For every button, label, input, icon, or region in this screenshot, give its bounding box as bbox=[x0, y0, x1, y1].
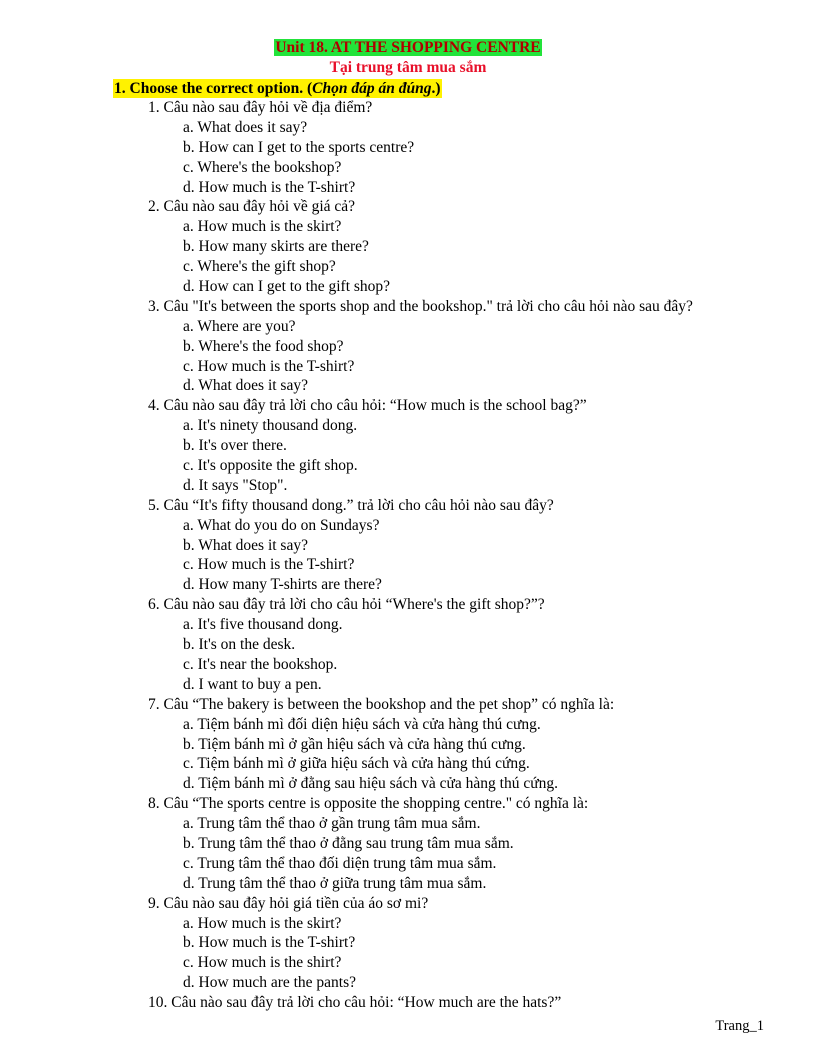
answer-option: a. Trung tâm thể thao ở gần trung tâm mua sắm. bbox=[183, 815, 481, 833]
question-item bbox=[0, 396, 816, 495]
question-text: 7. Câu “The bakery is between the bookshop and the pet shop” có nghĩa là: bbox=[148, 695, 615, 713]
answer-option: d. I want to buy a pen. bbox=[183, 675, 322, 693]
answer-option: b. How can I get to the sports centre? bbox=[183, 138, 415, 156]
answer-option: c. Where's the gift shop? bbox=[183, 258, 336, 276]
answer-option: b. Tiệm bánh mì ở gần hiệu sách và cửa hàng thú cưng. bbox=[183, 735, 526, 753]
unit-title-text: Unit 18. AT THE SHOPPING CENTRE bbox=[275, 39, 541, 56]
answer-option: b. What does it say? bbox=[183, 536, 308, 554]
question-text: 4. Câu nào sau đây trả lời cho câu hỏi: “How much is the school bag?” bbox=[148, 397, 587, 415]
question-item bbox=[0, 197, 816, 296]
answer-option: c. It's opposite the gift shop. bbox=[183, 457, 358, 475]
answer-option: d. What does it say? bbox=[183, 377, 308, 395]
answer-option: b. It's over there. bbox=[183, 437, 287, 455]
answer-option: c. Tiệm bánh mì ở giữa hiệu sách và cửa hàng thú cứng. bbox=[183, 755, 530, 773]
answer-option: b. How much is the T-shirt? bbox=[183, 934, 356, 952]
section-heading-italic: Chọn đáp án đúng bbox=[312, 80, 432, 97]
answer-option: c. It's near the bookshop. bbox=[183, 655, 338, 673]
answer-option: c. Trung tâm thể thao đối diện trung tâm mua sắm. bbox=[183, 854, 497, 872]
answer-option: d. How much is the T-shirt? bbox=[183, 178, 356, 196]
question-text: 6. Câu nào sau đây trả lời cho câu hỏi “Where's the gift shop?”? bbox=[148, 596, 545, 614]
answer-option: b. It's on the desk. bbox=[183, 636, 296, 654]
question-text: 3. Câu "It's between the sports shop and the bookshop." trả lời cho câu hỏi nào sau đây? bbox=[148, 297, 693, 315]
answer-option: a. What does it say? bbox=[183, 118, 308, 136]
question-item bbox=[0, 894, 816, 993]
answer-option: d. How can I get to the gift shop? bbox=[183, 278, 391, 296]
answer-option: c. How much is the shirt? bbox=[183, 954, 342, 972]
answer-option: a. How much is the skirt? bbox=[183, 218, 342, 236]
question-item bbox=[0, 595, 816, 694]
answer-option: a. Tiệm bánh mì đối diện hiệu sách và cửa hàng thú cưng. bbox=[183, 715, 541, 733]
answer-option: d. Tiệm bánh mì ở đằng sau hiệu sách và cửa hàng thú cứng. bbox=[183, 775, 558, 793]
unit-title bbox=[0, 38, 816, 57]
answer-option: b. Where's the food shop? bbox=[183, 337, 344, 355]
section-heading-prefix: 1. Choose the correct option. ( bbox=[114, 80, 313, 97]
question-item bbox=[0, 993, 816, 1013]
question-item bbox=[0, 297, 816, 396]
answer-option: c. Where's the bookshop? bbox=[183, 158, 342, 176]
question-text: 10. Câu nào sau đây trả lời cho câu hỏi: “How much are the hats?” bbox=[148, 994, 562, 1012]
answer-option: c. How much is the T-shirt? bbox=[183, 556, 355, 574]
question-text: 1. Câu nào sau đây hỏi về địa điểm? bbox=[148, 99, 373, 116]
page-number: Trang_1 bbox=[715, 1018, 764, 1034]
question-text: 5. Câu “It's fifty thousand dong.” trả lời cho câu hỏi nào sau đây? bbox=[148, 496, 554, 514]
answer-option: a. It's five thousand dong. bbox=[183, 616, 343, 634]
question-item bbox=[0, 98, 816, 197]
answer-option: a. What do you do on Sundays? bbox=[183, 516, 380, 534]
question-item bbox=[0, 695, 816, 794]
question-item bbox=[0, 496, 816, 595]
answer-option: b. How many skirts are there? bbox=[183, 238, 369, 256]
answer-option: b. Trung tâm thể thao ở đằng sau trung tâm mua sắm. bbox=[183, 834, 514, 852]
answer-option: d. Trung tâm thể thao ở giữa trung tâm mua sắm. bbox=[183, 874, 487, 892]
section-heading bbox=[113, 79, 442, 98]
answer-option: a. How much is the skirt? bbox=[183, 914, 342, 932]
question-text: 9. Câu nào sau đây hỏi giá tiền của áo sơ mi? bbox=[148, 894, 429, 912]
answer-option: c. How much is the T-shirt? bbox=[183, 357, 355, 375]
section-heading-suffix: .) bbox=[431, 80, 441, 97]
question-text: 2. Câu nào sau đây hỏi về giá cả? bbox=[148, 198, 356, 216]
answer-option: d. How much are the pants? bbox=[183, 974, 357, 992]
answer-option: d. How many T-shirts are there? bbox=[183, 576, 382, 594]
question-list bbox=[0, 98, 816, 1013]
answer-option: a. It's ninety thousand dong. bbox=[183, 417, 358, 435]
answer-option: a. Where are you? bbox=[183, 317, 296, 335]
question-item bbox=[0, 794, 816, 893]
unit-subtitle: Tại trung tâm mua sắm bbox=[329, 59, 487, 76]
answer-option: d. It says "Stop". bbox=[183, 476, 288, 494]
question-text: 8. Câu “The sports centre is opposite the shopping centre." có nghĩa là: bbox=[148, 795, 589, 813]
